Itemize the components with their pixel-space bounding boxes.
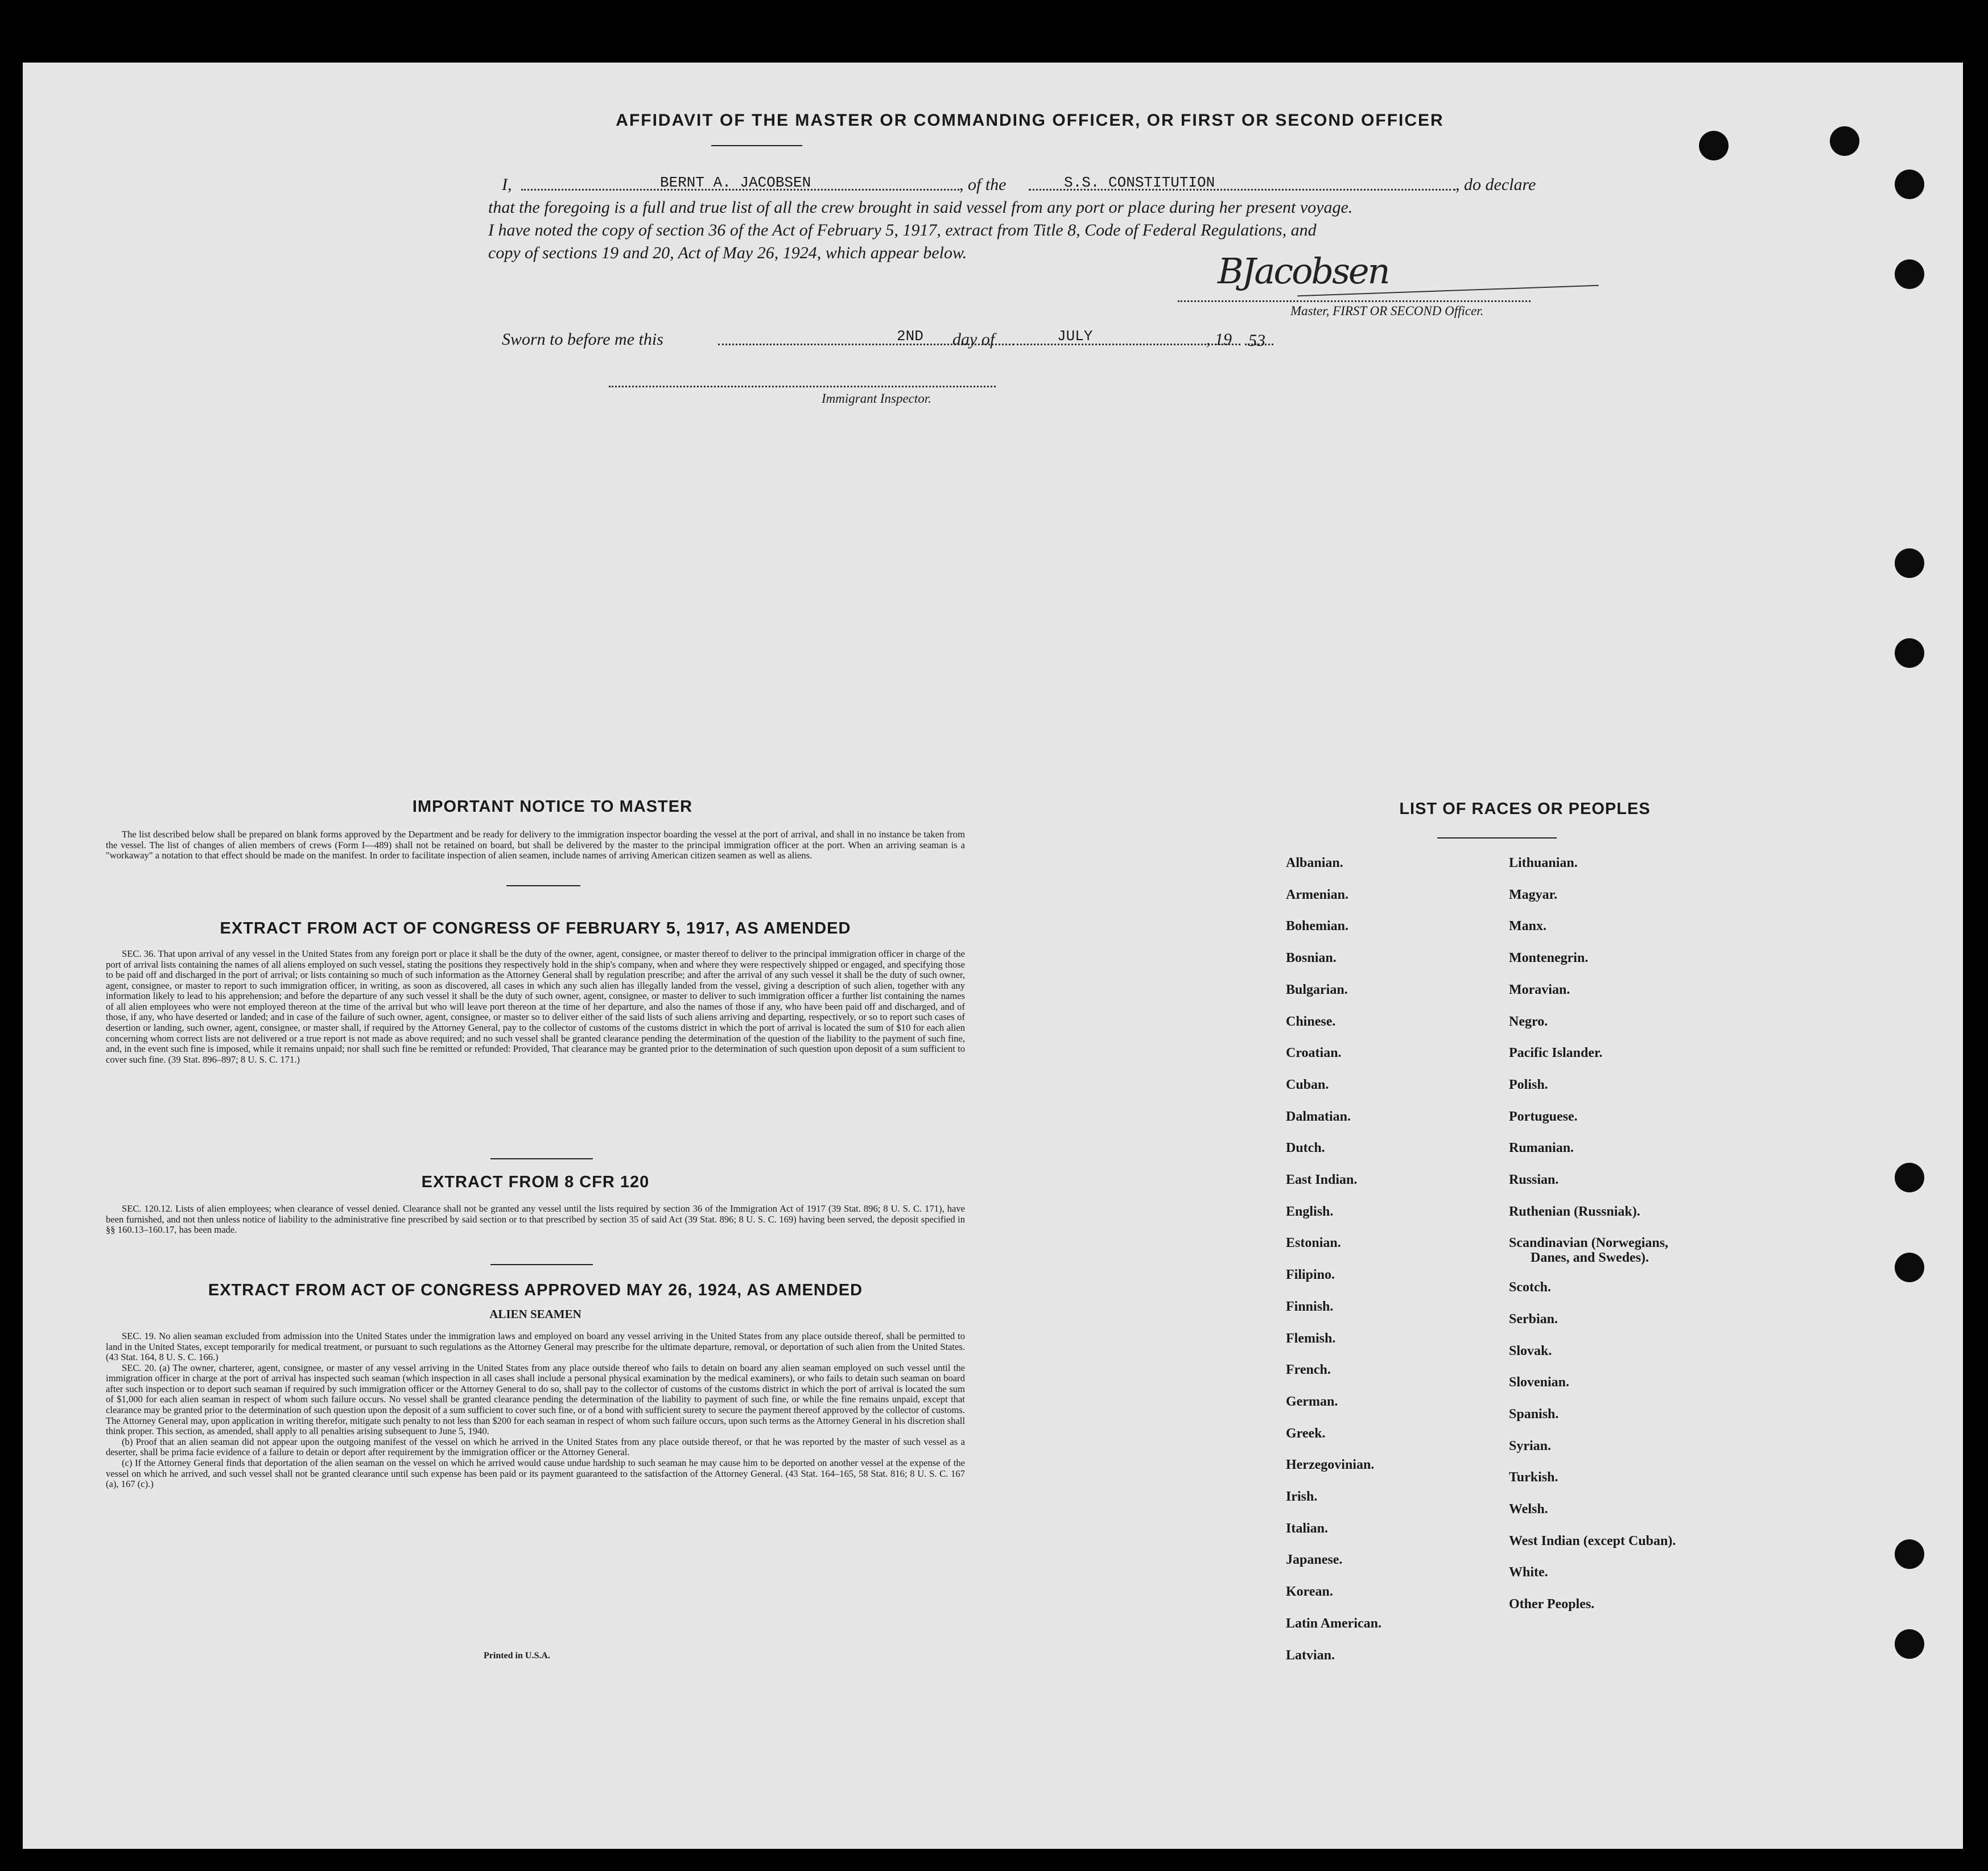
race-item: Slovak.	[1509, 1343, 1552, 1358]
race-item: Pacific Islander.	[1509, 1046, 1603, 1061]
extract-1924-sec20b: (b) Proof that an alien seaman did not appear upon the outgoing manifest of the vessel on which he arrived in the United States from any place outside thereof, or that he was reported by the master of such vessel as a deserter, shall be prima facie evidence of a failure to detain or deport after requirement by the immigration officer or the Attorney General.	[106, 1436, 965, 1458]
affidavit-title-rule	[711, 145, 802, 146]
affidavit-title: AFFIDAVIT OF THE MASTER OR COMMANDING OFFICER, OR FIRST OR SECOND OFFICER	[616, 111, 1444, 130]
notice-text	[106, 829, 965, 861]
printed-in-usa: Printed in U.S.A.	[484, 1651, 550, 1661]
races-title: LIST OF RACES OR PEOPLES	[1399, 800, 1651, 818]
notice-title: IMPORTANT NOTICE TO MASTER	[412, 798, 693, 816]
year-value: 53	[1248, 331, 1265, 350]
race-item: Dutch.	[1286, 1141, 1325, 1156]
race-item: Negro.	[1509, 1014, 1548, 1029]
race-item: Dalmatian.	[1286, 1109, 1351, 1124]
affidavit-line-2: that the foregoing is a full and true list of all the crew brought in said vessel from any port or place during her present voyage.	[488, 198, 1353, 217]
notice-paragraph: The list described below shall be prepared on blank forms approved by the Department and be ready for delivery to the immigration inspector boarding the vessel at the port of arrival, and shall in no instance be taken from the vessel. The list of changes of alien members of crews (Form I—489) shall not be retained on board, but shall be delivered by the master to the principal immigration officer at the port. When an arriving seaman is a "workaway" a notation to that effect should be made on the manifest. In order to facilitate inspection of alien seamen, include names of arriving American citizen seamen as well as aliens.	[106, 829, 965, 861]
race-item: Portuguese.	[1509, 1109, 1578, 1124]
punch-hole-4	[1895, 259, 1924, 289]
race-item: Latvian.	[1286, 1647, 1335, 1663]
extract-1924-subtitle: ALIEN SEAMEN	[489, 1307, 581, 1321]
race-item: Bohemian.	[1286, 919, 1349, 934]
race-item: Moravian.	[1509, 982, 1570, 997]
extract-1924-sec20a: SEC. 20. (a) The owner, charterer, agent, consignee, or master of any vessel arriving in the United States from any place outside thereof who fails to detain on board any alien seaman employed on such vessel until the immigration officer in charge at the port of arrival has inspected such seaman (which inspection in all cases shall include a personal physical examination by the medical examiners), or who fails to detain such seaman on board after such inspection or to deport such seaman if required by such immigration officer or the Attorney General to do so, shall pay to the collector of customs of the customs district in which the port of arrival is located the sum of $1,000 for each alien seaman in respect of whom such failure occurs. No vessel shall be granted clearance pending the determination of the liability to payment of such fine, or while the fine remains unpaid, except that clearance may be granted prior to the determination of such question upon the deposit of a sum sufficient to cover such fine, or of a bond with sufficient surety to secure the payment thereof approved by the collector of customs. The Attorney General may, upon application in writing therefor, mitigate such penalty to not less than $200 for each seaman in respect of whom such failure occurs, upon such terms as the Attorney General in his discretion shall think proper. This section, as amended, shall apply to all penalties arising subsequent to June 5, 1940.	[106, 1362, 965, 1437]
extract-1917-title: EXTRACT FROM ACT OF CONGRESS OF FEBRUARY 5, 1917, AS AMENDED	[220, 919, 851, 937]
race-item: Italian.	[1286, 1521, 1329, 1536]
extract-1917-text	[106, 949, 965, 1065]
extract-1924-sec20c: (c) If the Attorney General finds that deportation of the alien seaman on the vessel on which he arrived would cause undue hardship to such seaman he may cause him to be deported on another vessel at the expense of the vessel on which he arrived, and such vessel shall not be granted clearance until such expense has been paid or its payment guaranteed to the satisfaction of the Attorney General. (43 Stat. 164–165, 58 Stat. 816; 8 U. S. C. 167 (a), 167 (c).)	[106, 1457, 965, 1490]
race-item: Korean.	[1286, 1584, 1333, 1600]
day-value: 2ND	[897, 328, 923, 345]
master-officer-label: Master, FIRST OR SECOND Officer.	[1290, 304, 1484, 318]
extract-cfr-text	[106, 1204, 965, 1236]
affidavit-of-the: , of the	[959, 175, 1007, 194]
race-item: Slovenian.	[1509, 1375, 1570, 1390]
race-item: Turkish.	[1509, 1470, 1558, 1485]
race-item: White.	[1509, 1565, 1548, 1580]
race-item: Magyar.	[1509, 887, 1558, 902]
punch-hole-2	[1830, 126, 1859, 156]
race-item: Bulgarian.	[1286, 982, 1348, 997]
race-item: Albanian.	[1286, 856, 1343, 870]
race-item: French.	[1286, 1362, 1331, 1378]
race-item: Estonian.	[1286, 1236, 1341, 1251]
extract-cfr-paragraph: SEC. 120.12. Lists of alien employees; when clearance of vessel denied. Clearance shall not be granted any vessel until the lists required by section 36 of the Immigration Act of 1917 (39 Stat. 896; 8 U. S. C. 171), have been furnished, and not then unless notice of liability to the administrative fine prescribed by said section or to that prescribed by section 35 of said Act (39 Stat. 896; 8 U. S. C. 169) having been served, the deposit specified in §§ 160.13–160.17, has been made.	[106, 1203, 965, 1236]
race-item: Rumanian.	[1509, 1141, 1574, 1156]
race-item: Manx.	[1509, 919, 1546, 934]
race-item: Welsh.	[1509, 1502, 1548, 1517]
race-item: Ruthenian (Russniak).	[1509, 1204, 1640, 1219]
inspector-label: Immigrant Inspector.	[822, 391, 931, 406]
race-item: Lithuanian.	[1509, 856, 1578, 870]
race-item: Cuban.	[1286, 1077, 1329, 1092]
punch-hole-5	[1895, 548, 1924, 578]
races-title-rule	[1437, 837, 1557, 839]
affidavit-do-declare: , do declare	[1455, 175, 1536, 194]
race-item: Japanese.	[1286, 1552, 1343, 1568]
extract-1924-title: EXTRACT FROM ACT OF CONGRESS APPROVED MAY 26, 1924, AS AMENDED	[208, 1281, 863, 1299]
punch-hole-3	[1895, 170, 1924, 199]
race-item: Irish.	[1286, 1489, 1318, 1504]
extract-cfr-rule	[490, 1264, 593, 1265]
punch-hole-9	[1895, 1539, 1924, 1569]
month-value: JULY	[1057, 328, 1093, 345]
punch-hole-7	[1895, 1163, 1924, 1192]
master-signature: BJacobsen	[1218, 250, 1389, 292]
race-item: Polish.	[1509, 1077, 1548, 1092]
race-item: Latin American.	[1286, 1616, 1381, 1631]
race-item: Armenian.	[1286, 887, 1348, 902]
punch-hole-1	[1699, 131, 1729, 160]
punch-hole-10	[1895, 1629, 1924, 1659]
extract-1917-rule	[490, 1158, 593, 1159]
day-of-label: day of	[952, 330, 995, 349]
race-item: Herzegovinian.	[1286, 1457, 1375, 1473]
master-name-value: BERNT A. JACOBSEN	[660, 174, 811, 191]
race-item: Scandinavian (Norwegians,	[1509, 1236, 1669, 1251]
vessel-value: S.S. CONSTITUTION	[1064, 174, 1215, 191]
race-item: English.	[1286, 1204, 1334, 1219]
race-item: Flemish.	[1286, 1331, 1336, 1346]
race-item: Bosnian.	[1286, 951, 1337, 966]
extract-1917-paragraph: SEC. 36. That upon arrival of any vessel in the United States from any foreign port or place it shall be the duty of the owner, agent, consignee, or master thereof to deliver to the principal immigration officer in charge of the port of arrival lists containing the names of all aliens employed on such vessel, stating the positions they respectively hold in the ship's company, when and where they were respectively shipped or engaged, and specifying those to be paid off and discharged in the port of arrival; or lists containing so much of such information as the Attorney General shall by regulation prescribe; and after the arrival of any such vessel it shall be the duty of such owner, agent, consignee, or master to report to such immigration officer, in writing, as soon as discovered, all cases in which any such alien has illegally landed from the vessel, giving a description of such alien, together with any information likely to lead to his apprehension; and before the departure of any such vessel it shall be the duty of such owner, agent, consignee, or master to deliver to such immigration officer a further list containing the names of all alien employees who were not employed thereon at the time of the arrival but who will leave port thereon at the time of her departure, and also the names of those if any, who have been paid off and discharged, and of those, if any, who have deserted or landed; and in case of the failure of such owner, agent, consignee, or master so to deliver either of the said lists of such aliens arriving and departing, respectively, or so to report such cases of desertion or landing, such owner, agent, consignee, or master shall, if required by the Attorney General, pay to the collector of customs of the customs district in which the port of arrival is located the sum of $10 for each alien concerning whom correct lists are not delivered or a true report is not made as above required; and no such vessel shall be granted clearance pending the determination of the question of the liability to the payment of such fine, and, in the event such fine is imposed, while it remains unpaid; nor shall such fine be remitted or refunded: Provided, That clearance may be granted prior to the determination of such question upon deposit of a sum sufficient to cover such fine. (39 Stat. 896–897; 8 U. S. C. 171.)	[106, 948, 965, 1065]
race-item: West Indian (except Cuban).	[1509, 1533, 1676, 1548]
race-item: Danes, and Swedes).	[1531, 1250, 1649, 1266]
punch-hole-6	[1895, 638, 1924, 668]
notice-rule	[506, 885, 580, 886]
extract-1924-text	[106, 1331, 965, 1490]
race-item: Syrian.	[1509, 1438, 1552, 1453]
race-item: Filipino.	[1286, 1267, 1335, 1283]
affidavit-line-3: I have noted the copy of section 36 of the Act of February 5, 1917, extract from Title 8, Code of Federal Regulations, and	[488, 221, 1317, 239]
race-item: Croatian.	[1286, 1046, 1342, 1061]
extract-cfr-title: EXTRACT FROM 8 CFR 120	[421, 1173, 650, 1191]
race-item: Russian.	[1509, 1172, 1559, 1187]
race-item: Serbian.	[1509, 1311, 1558, 1327]
race-item: Greek.	[1286, 1426, 1326, 1441]
extract-1924-sec19: SEC. 19. No alien seaman excluded from admission into the United States under the immigration laws and employed on board any vessel arriving in the United States from any place outside thereof, shall be permitted to land in the United States, except temporarily for medical treatment, or pursuant to such regulations as the Attorney General may prescribe for the ultimate departure, removal, or deportation of such alien from the United States. (43 Stat. 164, 8 U. S. C. 166.)	[106, 1331, 965, 1363]
race-item: Finnish.	[1286, 1299, 1334, 1314]
race-item: Spanish.	[1509, 1406, 1559, 1422]
affidavit-i-label: I,	[502, 175, 512, 194]
race-item: East Indian.	[1286, 1172, 1358, 1187]
race-item: German.	[1286, 1394, 1338, 1409]
punch-hole-8	[1895, 1253, 1924, 1282]
race-item: Chinese.	[1286, 1014, 1336, 1029]
race-item: Scotch.	[1509, 1280, 1551, 1295]
signature-line	[1178, 300, 1531, 302]
race-item: Montenegrin.	[1509, 951, 1589, 966]
sworn-label: Sworn to before me this	[502, 330, 663, 349]
affidavit-line-4: copy of sections 19 and 20, Act of May 26, 1924, which appear below.	[488, 243, 967, 262]
inspector-line	[609, 386, 996, 387]
race-item: Other Peoples.	[1509, 1597, 1595, 1612]
document-page	[23, 63, 1963, 1849]
year-prefix: , 19	[1206, 330, 1232, 349]
